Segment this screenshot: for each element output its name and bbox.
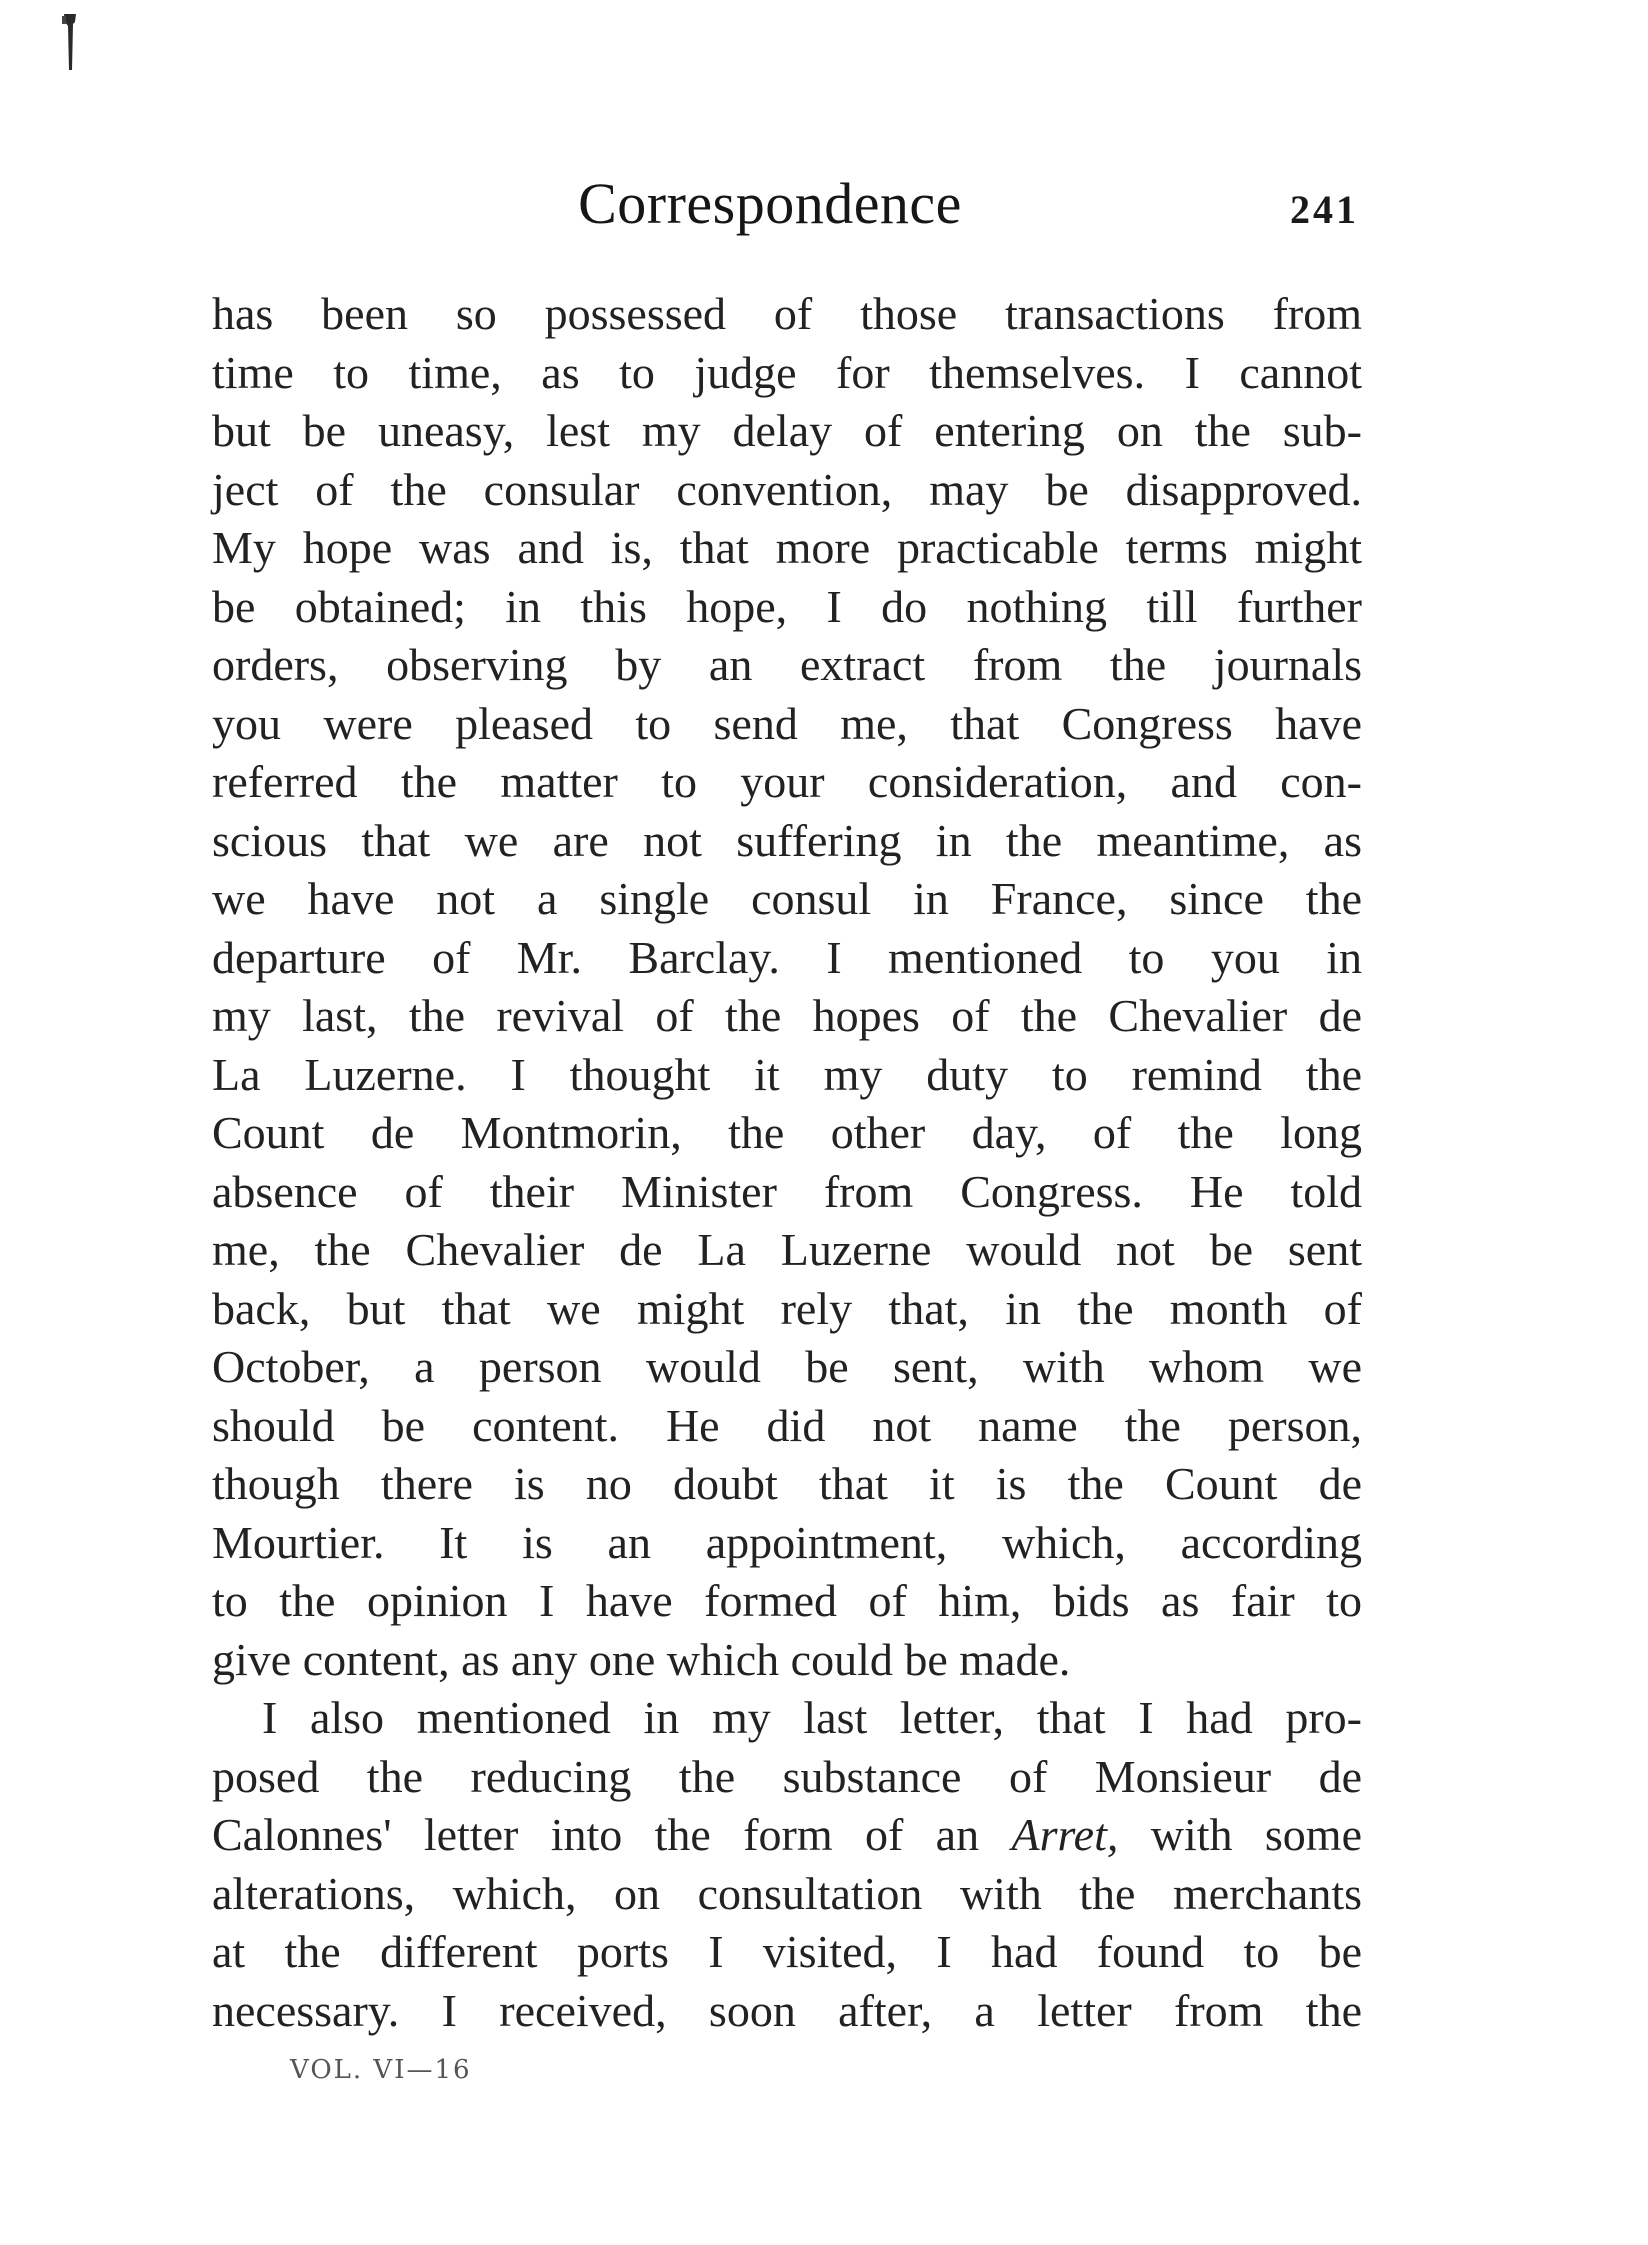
scan-artifact-mark: [60, 12, 80, 72]
paragraph-1: [212, 285, 1362, 1689]
text-line: posed the reducing the substance of Monsieur de: [212, 1750, 1362, 1802]
text-line-with-italic: [212, 1806, 1362, 1865]
text-line: orders, observing by an extract from the journals: [212, 639, 1362, 690]
page-number: 241: [1290, 187, 1359, 232]
running-head-title: Correspondence: [578, 171, 962, 236]
text-line: My hope was and is, that more practicable terms might: [212, 522, 1362, 573]
text-line: scious that we are not suffering in the meantime, as: [212, 814, 1362, 866]
text-line: absence of their Minister from Congress. He told: [212, 1165, 1362, 1217]
text-line: you were pleased to send me, that Congress have: [212, 697, 1362, 749]
body-text: [212, 285, 1362, 2040]
text-line: my last, the revival of the hopes of the Chevalier de: [212, 990, 1362, 1041]
italic-term-arret: Arret,: [1011, 1809, 1119, 1860]
text-line: at the different ports I visited, I had found to be: [212, 1926, 1362, 1977]
text-line: though there is no doubt that it is the Count de: [212, 1458, 1362, 1509]
text-line: I also mentioned in my last letter, that I had pro-: [262, 1692, 1362, 1743]
volume-signature: VOL. VI—16: [290, 2055, 472, 2085]
text-line: back, but that we might rely that, in the month of: [212, 1282, 1362, 1334]
text-line: should be content. He did not name the person,: [212, 1399, 1362, 1451]
text-line: necessary. I received, soon after, a letter from the: [212, 1984, 1362, 2036]
text-line: has been so possessed of those transactions from: [212, 288, 1362, 339]
text-line: Count de Montmorin, the other day, of the long: [212, 1107, 1362, 1158]
text-line: La Luzerne. I thought it my duty to remind the: [212, 1048, 1362, 1100]
text-line: but be uneasy, lest my delay of entering on the sub-: [212, 405, 1362, 456]
text-line: departure of Mr. Barclay. I mentioned to you in: [212, 931, 1362, 983]
paragraph-2: [212, 1689, 1362, 2040]
text-line: me, the Chevalier de La Luzerne would not be sent: [212, 1224, 1362, 1275]
text-line: be obtained; in this hope, I do nothing till further: [212, 580, 1362, 632]
text-line: referred the matter to your consideration, and con-: [212, 756, 1362, 807]
text-line: to the opinion I have formed of him, bids as fair to: [212, 1575, 1362, 1626]
text-segment: with some: [1118, 1809, 1362, 1860]
text-line: we have not a single consul in France, since the: [212, 873, 1362, 924]
text-segment: Calonnes' letter into the form of an: [212, 1809, 1012, 1860]
text-line: give content, as any one which could be made.: [212, 1633, 1071, 1685]
text-line: time to time, as to judge for themselves. I cannot: [212, 346, 1362, 398]
text-line: Mourtier. It is an appointment, which, according: [212, 1516, 1362, 1568]
text-line: alterations, which, on consultation with the merchants: [212, 1867, 1362, 1919]
text-line: ject of the consular convention, may be disapproved.: [212, 463, 1362, 515]
text-line: October, a person would be sent, with whom we: [212, 1341, 1362, 1392]
